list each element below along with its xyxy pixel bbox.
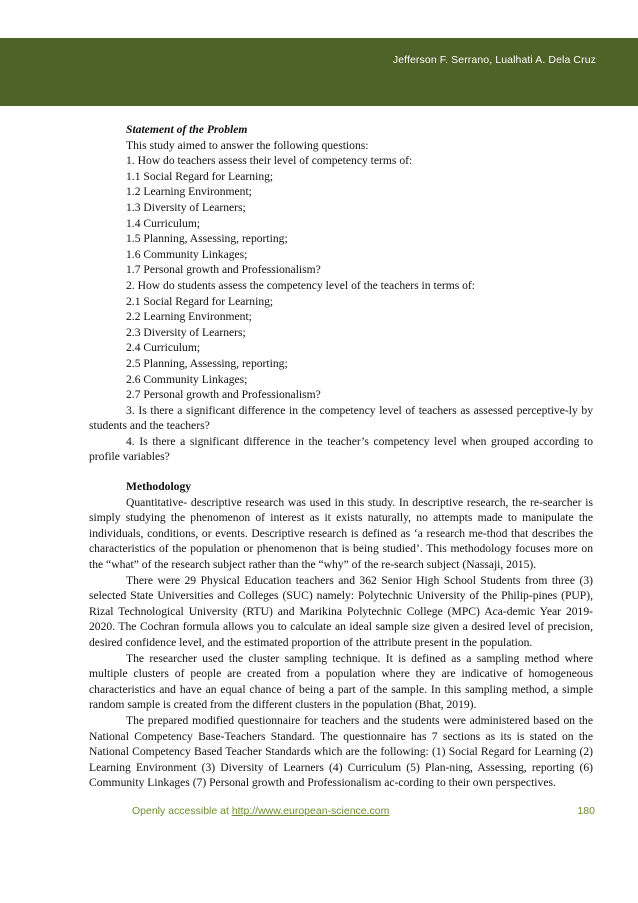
problem-line: 2.7 Personal growth and Professionalism?: [126, 388, 321, 402]
methodology-paragraph: The researcher used the cluster sampling technique. It is defined as a sampling method where multiple clusters of people are created from a population where they are indicative of homogeneous characteristics and have an equal chance of being a part of the sample. In this sampling method, a simple random sample is created from the different clusters in the population (Bhat, 2019).: [89, 651, 593, 712]
header-authors: Jefferson F. Serrano, Lualhati A. Dela Cruz: [392, 54, 596, 66]
page-number: 180: [577, 805, 595, 817]
problem-line: 2.3 Diversity of Learners;: [126, 325, 246, 339]
problem-line: 2.4 Curriculum;: [126, 341, 201, 355]
problem-line: 1. How do teachers assess their level of competency terms of:: [126, 154, 413, 168]
methodology-paragraph: Quantitative- descriptive research was used in this study. In descriptive research, the re-searcher is simply studying the phenomenon of interest as it exists naturally, no attempts made to manipulate the individuals, conditions, or events. Descriptive research is defined as ‘a research me-thod that describes the characteristics of the population or phenomenon that is being studied’. This methodology focuses more on the “what” of the research subject rather than the “why” of the re-search subject (Nassaji, 2015).: [89, 495, 593, 572]
problem-line: 2.6 Community Linkages;: [126, 372, 248, 386]
question-3: 3. Is there a significant difference in the competency level of teachers as assessed perceptive-ly by students and the teachers?: [89, 403, 593, 433]
problem-line: 1.1 Social Regard for Learning;: [126, 169, 274, 183]
main-content: [89, 122, 593, 791]
problem-line: 1.6 Community Linkages;: [126, 247, 248, 261]
problem-line: 1.3 Diversity of Learners;: [126, 200, 246, 214]
problem-line: 1.4 Curriculum;: [126, 216, 201, 230]
footer-url-link[interactable]: http://www.european-science.com: [231, 805, 390, 817]
section-heading-problem: Statement of the Problem: [126, 123, 248, 136]
problem-line: 2.1 Social Regard for Learning;: [126, 294, 274, 308]
page-header-bar: [0, 38, 638, 106]
section-heading-methodology: Methodology: [126, 480, 192, 494]
problem-line: 1.2 Learning Environment;: [126, 185, 252, 199]
problem-line: 1.5 Planning, Assessing, reporting;: [126, 232, 288, 246]
problem-line: This study aimed to answer the following questions:: [126, 138, 369, 152]
footer-prefix: Openly accessible at: [132, 805, 232, 817]
question-4: 4. Is there a significant difference in the teacher’s competency level when grouped according to profile variables?: [89, 434, 593, 464]
problem-line: 1.7 Personal growth and Professionalism?: [126, 263, 321, 277]
section-spacer: [89, 465, 593, 479]
methodology-paragraph: There were 29 Physical Education teachers and 362 Senior High School Students from three (3) selected State Universities and Colleges (SUC) namely: Polytechnic University of the Philip-pines (PUP), Rizal Technological University (RTU) and Marikina Polytechnic College (MPC) Aca-demic Year 2019-2020. The Cochran formula allows you to calculate an ideal sample size given a desired level of precision, desired confidence level, and the estimated proportion of the attribute present in the population.: [89, 573, 593, 649]
methodology-paragraph: The prepared modified questionnaire for teachers and the students were administered based on the National Competency Base-Teachers Standard. The questionnaire has 7 sections as its is stated on the National Competency Based Teacher Standards which are the following: (1) Social Regard for Learning (2) Learning Environment (3) Diversity of Learners (4) Curriculum (5) Plan-ning, Assessing, reporting (6) Community Linkages (7) Personal growth and Professionalism ac-cording to their own perspectives.: [89, 713, 593, 790]
problem-line: 2.5 Planning, Assessing, reporting;: [126, 356, 288, 370]
problem-line: 2. How do students assess the competency level of the teachers in terms of:: [126, 278, 476, 292]
page-footer: [132, 805, 595, 817]
problem-line: 2.2 Learning Environment;: [126, 310, 252, 324]
